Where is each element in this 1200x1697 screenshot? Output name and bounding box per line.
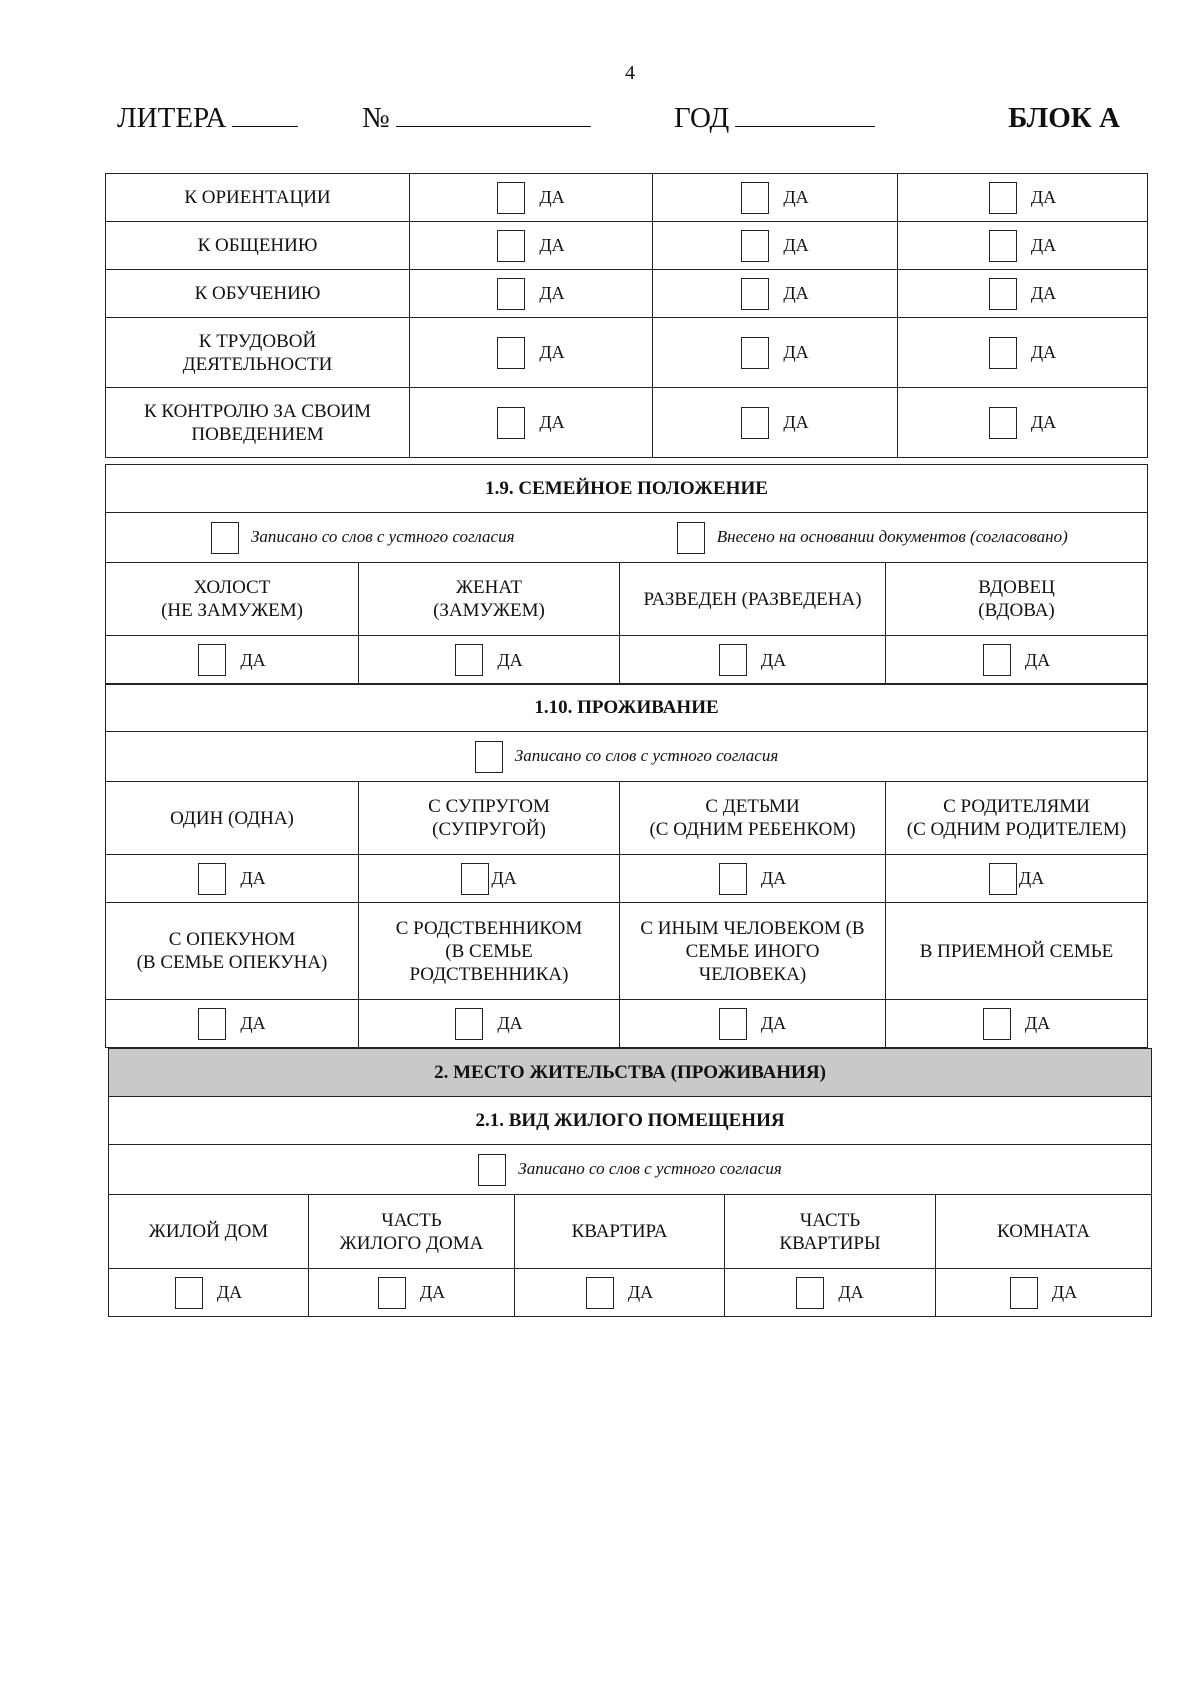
yes-label: ДА [539, 412, 565, 432]
yes-label: ДА [1030, 412, 1057, 432]
yes-label: ДА [783, 283, 809, 303]
yes-checkbox[interactable] [455, 644, 483, 676]
block-label: БЛОК А [1008, 102, 1120, 134]
residence-option [109, 1195, 309, 1269]
ability-yes-cell [653, 388, 898, 458]
abilities-table [105, 173, 1148, 458]
option-label: В ПРИЕМНОЙ СЕМЬЕ [919, 940, 1114, 962]
yes-checkbox[interactable] [741, 182, 769, 214]
ability-yes-cell [898, 222, 1148, 270]
residence-note-oral [109, 1145, 1152, 1195]
option-label: С РОДИТЕЛЯМИ (С ОДНИМ РОДИТЕЛЕМ) [906, 796, 1127, 840]
living-option [106, 903, 359, 1000]
residence-yes-cell [936, 1269, 1152, 1317]
yes-label: ДА [497, 649, 523, 670]
litera-label: ЛИТЕРА [117, 102, 227, 134]
ability-row [106, 388, 1148, 458]
yes-checkbox[interactable] [198, 863, 226, 895]
living-option [886, 782, 1148, 855]
yes-label: ДА [838, 1282, 864, 1302]
ability-label [106, 270, 410, 318]
yes-checkbox[interactable] [378, 1277, 406, 1309]
option-label: КОМНАТА [997, 1221, 1090, 1242]
option-label: ЖЕНАТ (ЗАМУЖЕМ) [433, 577, 545, 621]
yes-checkbox[interactable] [175, 1277, 203, 1309]
yes-label: ДА [627, 1282, 654, 1302]
year-blank[interactable] [735, 100, 875, 127]
ability-yes-cell [410, 318, 653, 388]
residence-table [108, 1048, 1152, 1317]
number-field[interactable] [362, 100, 591, 136]
ability-yes-cell [410, 174, 653, 222]
note-oral-text: Записано со слов с устного согласия [518, 1158, 782, 1178]
litera-field[interactable] [117, 100, 298, 136]
option-label: ЧАСТЬ ЖИЛОГО ДОМА [339, 1209, 484, 1254]
ability-yes-cell [898, 318, 1148, 388]
note-oral-text: Записано со слов с устного согласия [514, 745, 779, 765]
family-yes-cell [620, 636, 886, 685]
living-option [106, 782, 359, 855]
option-label: К КОНТРОЛЮ ЗА СВОИМ ПОВЕДЕНИЕМ [143, 400, 372, 445]
residence-option [515, 1195, 725, 1269]
option-label: ОДИН (ОДНА) [170, 807, 294, 829]
yes-checkbox[interactable] [719, 1008, 747, 1040]
ability-label [106, 174, 410, 222]
family-yes-cell [359, 636, 620, 685]
option-label: С РОДСТВЕННИКОМ (В СЕМЬЕ РОДСТВЕННИКА) [395, 917, 583, 985]
yes-checkbox[interactable] [989, 863, 1017, 895]
living-yes-cell [886, 855, 1148, 903]
yes-checkbox[interactable] [989, 278, 1017, 310]
year-field[interactable] [674, 100, 875, 136]
yes-label: ДА [539, 283, 565, 303]
living-option [359, 782, 620, 855]
yes-checkbox[interactable] [989, 407, 1017, 439]
yes-checkbox[interactable] [497, 182, 525, 214]
yes-label: ДА [1030, 283, 1057, 303]
yes-checkbox[interactable] [497, 337, 525, 369]
yes-label: ДА [240, 868, 266, 888]
ability-yes-cell [410, 270, 653, 318]
yes-label: ДА [1024, 1013, 1051, 1033]
living-yes-cell [106, 855, 359, 903]
living-option [886, 903, 1148, 1000]
living-title: 1.10. ПРОЖИВАНИЕ [106, 684, 1148, 732]
ability-row [106, 270, 1148, 318]
living-yes-cell [886, 1000, 1148, 1048]
oral-consent-checkbox[interactable] [475, 741, 503, 773]
yes-checkbox[interactable] [1010, 1277, 1038, 1309]
yes-checkbox[interactable] [497, 278, 525, 310]
page-number: 4 [625, 62, 635, 84]
living-option [359, 903, 620, 1000]
oral-consent-checkbox[interactable] [478, 1154, 506, 1186]
option-label: С ОПЕКУНОМ (В СЕМЬЕ ОПЕКУНА) [136, 929, 328, 973]
living-yes-cell [359, 1000, 620, 1048]
ability-yes-cell [653, 318, 898, 388]
yes-label: ДА [240, 1013, 266, 1033]
year-label: ГОД [674, 102, 730, 134]
residence-yes-cell [515, 1269, 725, 1317]
option-label: К ТРУДОВОЙ ДЕЯТЕЛЬНОСТИ [182, 330, 333, 375]
ability-row [106, 174, 1148, 222]
option-label: ЧАСТЬ КВАРТИРЫ [779, 1209, 881, 1254]
yes-label: ДА [760, 1013, 787, 1033]
option-label: К ОБУЧЕНИЮ [194, 283, 321, 304]
option-label: ЖИЛОЙ ДОМ [148, 1221, 269, 1242]
family-option [620, 563, 886, 636]
yes-label: ДА [1030, 187, 1057, 207]
family-note-oral [106, 513, 620, 563]
residence-yes-cell [725, 1269, 936, 1317]
living-yes-cell [620, 1000, 886, 1048]
residence-yes-cell [309, 1269, 515, 1317]
yes-label: ДА [216, 1282, 243, 1302]
yes-label: ДА [539, 235, 565, 255]
yes-checkbox[interactable] [497, 230, 525, 262]
yes-label: ДА [240, 649, 266, 670]
yes-checkbox[interactable] [989, 182, 1017, 214]
option-label: С ДЕТЬМИ (С ОДНИМ РЕБЕНКОМ) [649, 796, 856, 840]
residence-title: 2.1. ВИД ЖИЛОГО ПОМЕЩЕНИЯ [109, 1097, 1152, 1145]
yes-checkbox[interactable] [198, 644, 226, 676]
ability-yes-cell [410, 388, 653, 458]
yes-label: ДА [783, 187, 809, 207]
option-label: РАЗВЕДЕН (РАЗВЕДЕНА) [643, 588, 862, 610]
living-yes-cell [106, 1000, 359, 1048]
option-label: К ОРИЕНТАЦИИ [184, 187, 331, 208]
yes-label: ДА [1030, 342, 1057, 362]
living-table [105, 683, 1148, 1048]
family-option [886, 563, 1148, 636]
family-note-docs [620, 513, 1148, 563]
ability-yes-cell [898, 270, 1148, 318]
yes-label: ДА [497, 1013, 523, 1033]
yes-checkbox[interactable] [741, 278, 769, 310]
family-title: 1.9. СЕМЕЙНОЕ ПОЛОЖЕНИЕ [106, 465, 1148, 513]
family-option [359, 563, 620, 636]
living-yes-cell [359, 855, 620, 903]
yes-label: ДА [783, 235, 809, 255]
residence-option [936, 1195, 1152, 1269]
family-table [105, 464, 1148, 685]
ability-row [106, 222, 1148, 270]
ability-label [106, 318, 410, 388]
yes-checkbox[interactable] [719, 863, 747, 895]
ability-label [106, 388, 410, 458]
yes-checkbox[interactable] [586, 1277, 614, 1309]
yes-checkbox[interactable] [983, 1008, 1011, 1040]
yes-checkbox[interactable] [741, 337, 769, 369]
yes-label: ДА [491, 868, 517, 888]
yes-label: ДА [783, 342, 809, 362]
yes-checkbox[interactable] [989, 230, 1017, 262]
ability-yes-cell [898, 388, 1148, 458]
ability-row [106, 318, 1148, 388]
yes-label: ДА [419, 1282, 446, 1302]
ability-yes-cell [653, 174, 898, 222]
yes-label: ДА [1024, 649, 1051, 670]
living-note-oral [106, 732, 1148, 782]
ability-label [106, 222, 410, 270]
residence-section-title: 2. МЕСТО ЖИТЕЛЬСТВА (ПРОЖИВАНИЯ) [109, 1049, 1152, 1097]
yes-label: ДА [783, 412, 809, 432]
yes-checkbox[interactable] [461, 863, 489, 895]
option-label: ВДОВЕЦ (ВДОВА) [978, 577, 1055, 621]
yes-label: ДА [539, 187, 565, 207]
ability-yes-cell [653, 222, 898, 270]
option-label: ХОЛОСТ (НЕ ЗАМУЖЕМ) [161, 577, 303, 621]
yes-label: ДА [760, 868, 787, 888]
option-label: С ИНЫМ ЧЕЛОВЕКОМ (В СЕМЬЕ ИНОГО ЧЕЛОВЕКА) [640, 917, 865, 985]
note-docs-text: Внесено на основании документов (согласовано) [716, 526, 1068, 546]
yes-label: ДА [760, 649, 787, 670]
yes-checkbox[interactable] [497, 407, 525, 439]
number-blank[interactable] [396, 100, 591, 127]
yes-label: ДА [1051, 1282, 1078, 1302]
family-yes-cell [886, 636, 1148, 685]
yes-checkbox[interactable] [455, 1008, 483, 1040]
option-label: К ОБЩЕНИЮ [197, 235, 318, 256]
option-label: С СУПРУГОМ (СУПРУГОЙ) [428, 796, 550, 840]
litera-blank[interactable] [232, 100, 298, 127]
residence-option [725, 1195, 936, 1269]
number-label: № [362, 102, 390, 134]
residence-yes-cell [109, 1269, 309, 1317]
yes-checkbox[interactable] [719, 644, 747, 676]
living-option [620, 782, 886, 855]
yes-checkbox[interactable] [983, 644, 1011, 676]
documents-checkbox[interactable] [677, 522, 705, 554]
living-option [620, 903, 886, 1000]
yes-checkbox[interactable] [796, 1277, 824, 1309]
option-label: КВАРТИРА [571, 1221, 668, 1242]
yes-checkbox[interactable] [741, 407, 769, 439]
yes-label: ДА [1018, 868, 1045, 888]
yes-checkbox[interactable] [198, 1008, 226, 1040]
yes-label: ДА [539, 342, 565, 362]
note-oral-text: Записано со слов с устного согласия [251, 526, 515, 546]
yes-checkbox[interactable] [989, 337, 1017, 369]
ability-yes-cell [653, 270, 898, 318]
yes-label: ДА [1030, 235, 1057, 255]
living-yes-cell [620, 855, 886, 903]
family-yes-cell [106, 636, 359, 685]
ability-yes-cell [410, 222, 653, 270]
family-option [106, 563, 359, 636]
ability-yes-cell [898, 174, 1148, 222]
yes-checkbox[interactable] [741, 230, 769, 262]
oral-consent-checkbox[interactable] [211, 522, 239, 554]
residence-option [309, 1195, 515, 1269]
